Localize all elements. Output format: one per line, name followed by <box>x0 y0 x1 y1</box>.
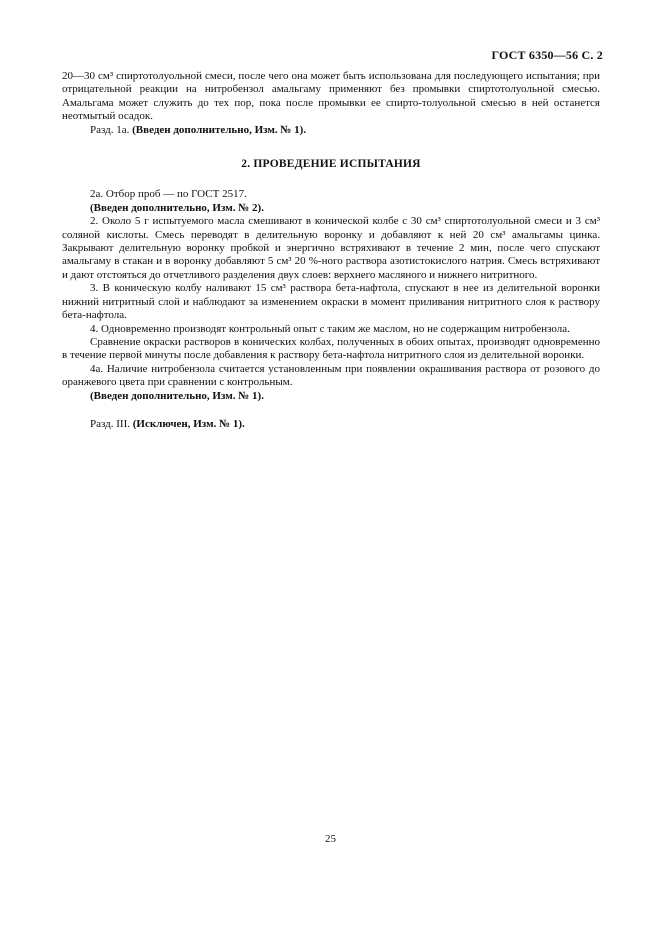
amendment-text: (Введен дополнительно, Изм. № 1). <box>132 123 307 136</box>
paragraph-3: 3. В коническую колбу наливают 15 см³ раствора бета-нафтола, спускают в нее из делительной воронки нижний нитритный слой и наблюдают за изменением окраски в момент приливания нитритного слоя к раствору бета-нафтола. <box>62 282 600 322</box>
section-title: 2. ПРОВЕДЕНИЕ ИСПЫТАНИЯ <box>241 158 421 171</box>
paragraph-2a: 2а. Отбор проб — по ГОСТ 2517. <box>90 188 247 201</box>
paragraph-comparison: Сравнение окраски растворов в конических колбах, полученных в обоих опытах, производят одновременно в течение первой минуты после добавления к раствору бета-нафтола нитритного слоя из делительной воронки. <box>62 335 600 362</box>
section-3-prefix: Разд. III. <box>90 417 130 430</box>
section-3-note <box>62 418 600 431</box>
spacer <box>62 403 600 418</box>
paragraph-2: 2. Около 5 г испытуемого масла смешивают в конической колбе с 30 см³ спиртотолуольной смеси и 3 см³ соляной кислоты. Смесь переводят в делительную воронку и добавляют к ней 20 см³ амальгамы цинка. Закрывают делительную воронку пробкой и энергично встряхивают в течение 2 мин, после чего спускают амальгаму в стакан и в воронку добавляют 5 см³ 20 %-ного раствора азотистокислого натрия. Смесь встряхивают и дают отстояться до отчетливого разделения двух слоев: верхнего масляного и нижнего нитритного. <box>62 215 600 281</box>
document-header: ГОСТ 6350—56 С. 2 <box>491 48 603 62</box>
section-3-status: (Исключен, Изм. № 1). <box>132 417 245 430</box>
paragraph-amalgam-wash: 20—30 см³ спиртотолуольной смеси, после чего она может быть использована для последующего испытания; при отрицательной реакции на нитробензол амальгаму применяют без промывки спиртотолуольной смесью. Амальгама может служить до тех пор, пока после промывки ее спирто-толуольной смесью в ней останется неотмытый осадок. <box>62 70 600 123</box>
paragraph-4a: 4а. Наличие нитробензола считается установленным при появлении окрашивания раствора от розового до оранжевого цвета при сравнении с контрольным. <box>62 362 600 389</box>
document-body <box>62 70 600 431</box>
paragraph-4: 4. Одновременно производят контрольный опыт с таким же маслом, но не содержащим нитробензола. <box>90 322 570 335</box>
amendment-note-2a: (Введен дополнительно, Изм. № 2). <box>90 201 264 214</box>
page-number: 25 <box>325 833 336 845</box>
amendment-note-4a: (Введен дополнительно, Изм. № 1). <box>90 389 264 402</box>
amendment-note-1a <box>62 124 600 137</box>
amendment-prefix: Разд. 1а. <box>90 123 130 136</box>
